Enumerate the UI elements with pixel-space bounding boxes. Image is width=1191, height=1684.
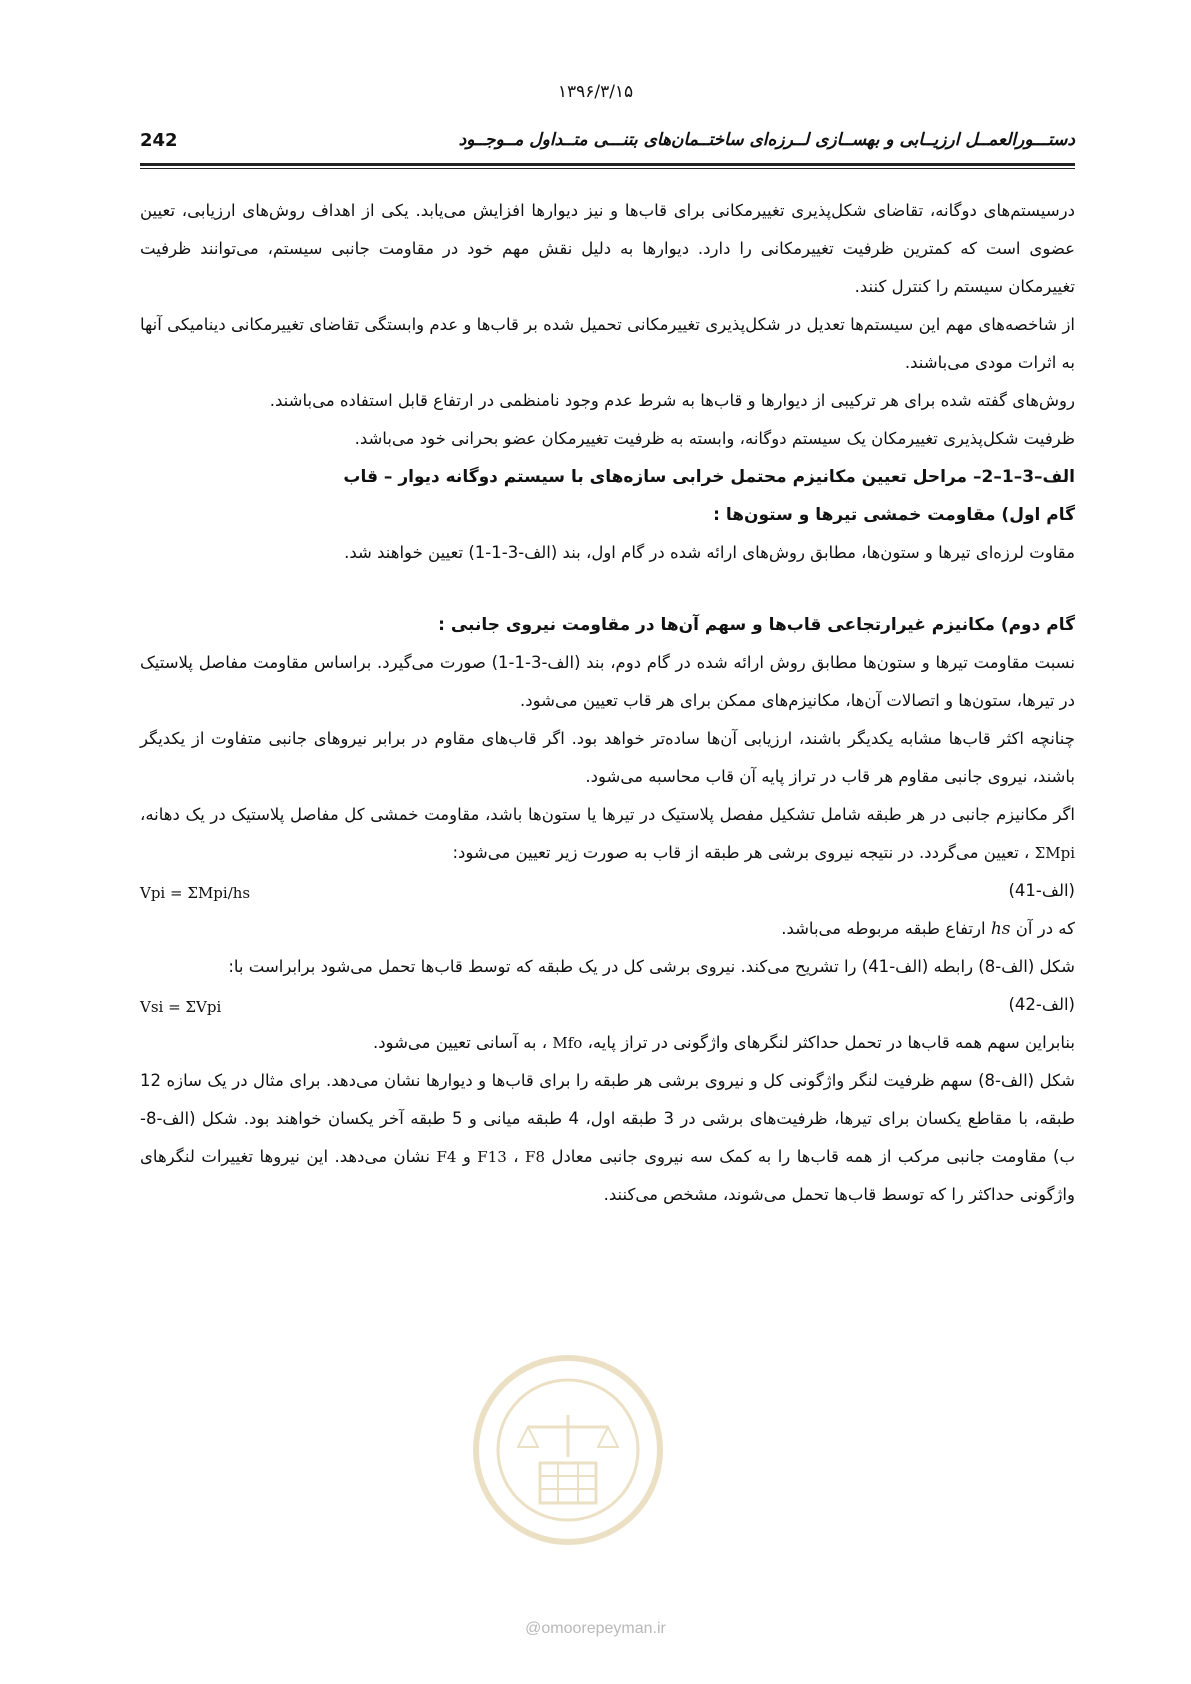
page-date: ۱۳۹۶/۳/۱۵ — [557, 82, 634, 102]
book-title: دستـــورالعمــل ارزیــابی و بهســازی لــرزه‌ای ساختــمان‌های بتنـــی متــداول مــوجــود — [458, 130, 1075, 150]
inline-math: Mfo — [552, 1034, 583, 1052]
paragraph-text: اگر مکانیزم جانبی در هر طبقه شامل تشکیل مفصل پلاستیک در تیرها یا ستون‌ها باشد، مقاومت خمشی کل مفاصل پلاستیک در یک دهانه، — [140, 805, 1075, 824]
step-heading: گام اول) مقاومت خمشی تیرها و ستون‌ها : — [713, 505, 1075, 525]
page-number: 242 — [140, 130, 178, 151]
paragraph-text: ، به آسانی تعیین می‌شود. — [372, 1033, 548, 1052]
seal-watermark-icon — [468, 1345, 668, 1555]
paragraph: شکل (الف-8) رابطه (الف-41) را تشریح می‌کند. نیروی برشی کل در یک طبقه که توسط قاب‌ها تحمل می‌شود برابراست با: — [228, 957, 1075, 976]
inline-math: F8 — [525, 1148, 545, 1166]
paragraph: درسیستم‌های دوگانه، تقاضای شکل‌پذیری تغییرمکانی برای قاب‌ها و نیز دیوارها افزایش می‌یابد. یکی از اهداف روش‌های ارزیابی، تعیین عضوی است که کمترین ظرفیت تغییرمکانی را دارد. دیوارها به دلیل نقش مهم خود در مقاومت جانبی سیستم، می‌توانند ظرفیت تغییرمکان سیستم را کنترل کنند. — [140, 201, 1075, 296]
paragraph: ظرفیت شکل‌پذیری تغییرمکان یک سیستم دوگانه، وابسته به ظرفیت تغییرمکان عضو بحرانی خود می‌باشد. — [354, 429, 1075, 448]
paragraph-text: ، تعیین می‌گردد. در نتیجه نیروی برشی هر طبقه از قاب به صورت زیر تعیین می‌شود: — [452, 843, 1030, 862]
equation-label: (الف-41) — [1008, 881, 1075, 900]
paragraph — [140, 796, 1075, 872]
paragraph-text: شکل (الف-8) سهم ظرفیت لنگر واژگونی کل و نیروی برشی هر طبقه را برای قاب‌ها و دیوارها نشان می‌دهد. برای مثال در یک سازه 12 طبقه، با مقاطع یکسان برای تیرها، ظرفیت‌های برشی در 3 طبقه اول، 4 طبقه میانی و 5 طبقه آخر یکسان خواهند بود. شکل (الف-8- ب) مقاومت جانبی مرکب از همه قاب‌ها را به کمک سه نیروی جانبی معادل — [140, 1071, 1076, 1166]
paragraph: روش‌های گفته شده برای هر ترکیبی از دیوارها و قاب‌ها به شرط عدم وجود نامنظمی در ارتفاع قابل استفاده می‌باشند. — [269, 391, 1075, 410]
inline-math: ΣMpi — [1034, 844, 1075, 862]
section-heading: الف–3–1–2– مراحل تعیین مکانیزم محتمل خرابی سازه‌های با سیستم دوگانه دیوار – قاب — [343, 467, 1075, 487]
running-header — [140, 130, 1075, 160]
equation-42 — [140, 986, 1075, 1024]
paragraph-text: نشان می‌دهد. این نیروها تغییرات لنگرهای واژگونی حداکثر را که توسط قاب‌ها تحمل می‌شوند، مشخص می‌کنند. — [140, 1147, 1075, 1204]
paragraph-text: بنابراین سهم همه قاب‌ها در تحمل حداکثر لنگرهای واژگونی در تراز پایه، — [587, 1033, 1075, 1052]
equation-formula: Vpi = ΣMpi/hs — [140, 884, 251, 902]
inline-math: hs — [990, 919, 1011, 939]
paragraph — [140, 1024, 1075, 1062]
equation-41 — [140, 872, 1075, 910]
footer-watermark: @omoorepeyman.ir — [525, 1620, 666, 1637]
paragraph: از شاخصه‌های مهم این سیستم‌ها تعدیل در شکل‌پذیری تغییرمکانی تحمیل شده بر قاب‌ها و عدم وابستگی تقاضای تغییرمکانی دینامیکی آنها به اثرات مودی می‌باشند. — [140, 315, 1075, 372]
paragraph-text: ارتفاع طبقه مربوطه می‌باشد. — [781, 919, 986, 938]
paragraph: شکل (الف-8) سهم ظرفیت لنگر واژگونی کل و نیروی برشی هر طبقه را برای قاب‌ها و دیوارها نشان می‌دهد. برای مثال در یک سازه 12 طبقه، با مقاطع یکسان برای تیرها، ظرفیت‌های برشی در 3 طبقه اول، 4 طبقه میانی و 5 طبقه آخر یکسان خواهند بود. شکل (الف-8- ب) مقاومت جانبی مرکب از همه قاب‌ها را به کمک سه نیروی جانبی معادل F13 ، F8 و F4 نشان می‌دهد. این نیروها تغییرات لنگرهای واژگونی حداکثر را که توسط قاب‌ها تحمل می‌شوند، مشخص می‌کنند. — [140, 1071, 1076, 1204]
paragraph: نسبت مقاومت تیرها و ستون‌ها مطابق روش ارائه شده در گام دوم، بند (الف-3-1-1) صورت می‌گیرد. براساس مقاومت مفاصل پلاستیک در تیرها، ستون‌ها و اتصالات آن‌ها، مکانیزم‌های ممکن برای هر قاب تعیین می‌شود. — [140, 653, 1075, 710]
equation-formula: Vsi = ΣVpi — [140, 998, 222, 1016]
header-rule-thick — [140, 163, 1075, 166]
paragraph: چنانچه اکثر قاب‌ها مشابه یکدیگر باشند، ارزیابی آن‌ها ساده‌تر خواهد بود. اگر قاب‌های مقاوم در برابر نیروهای جانبی متفاوت از یکدیگر باشند، نیروی جانبی مقاوم هر قاب در تراز پایه آن قاب محاسبه می‌شود. — [140, 729, 1075, 786]
equation-label: (الف-42) — [1008, 995, 1075, 1014]
paragraph — [140, 910, 1075, 948]
header-rule-thin — [140, 168, 1075, 169]
inline-math: F4 — [436, 1148, 457, 1166]
paragraph-text: که در آن — [1015, 919, 1075, 938]
paragraph: مقاوت لرزه‌ای تیرها و ستون‌ها، مطابق روش‌های ارائه شده در گام اول، بند (الف-3-1-1) تعیین خواهند شد. — [344, 543, 1075, 562]
step-heading: گام دوم) مکانیزم غیرارتجاعی قاب‌ها و سهم آن‌ها در مقاومت نیروی جانبی : — [438, 615, 1075, 635]
inline-math: F13 — [477, 1148, 507, 1166]
page-body — [140, 192, 1075, 1214]
